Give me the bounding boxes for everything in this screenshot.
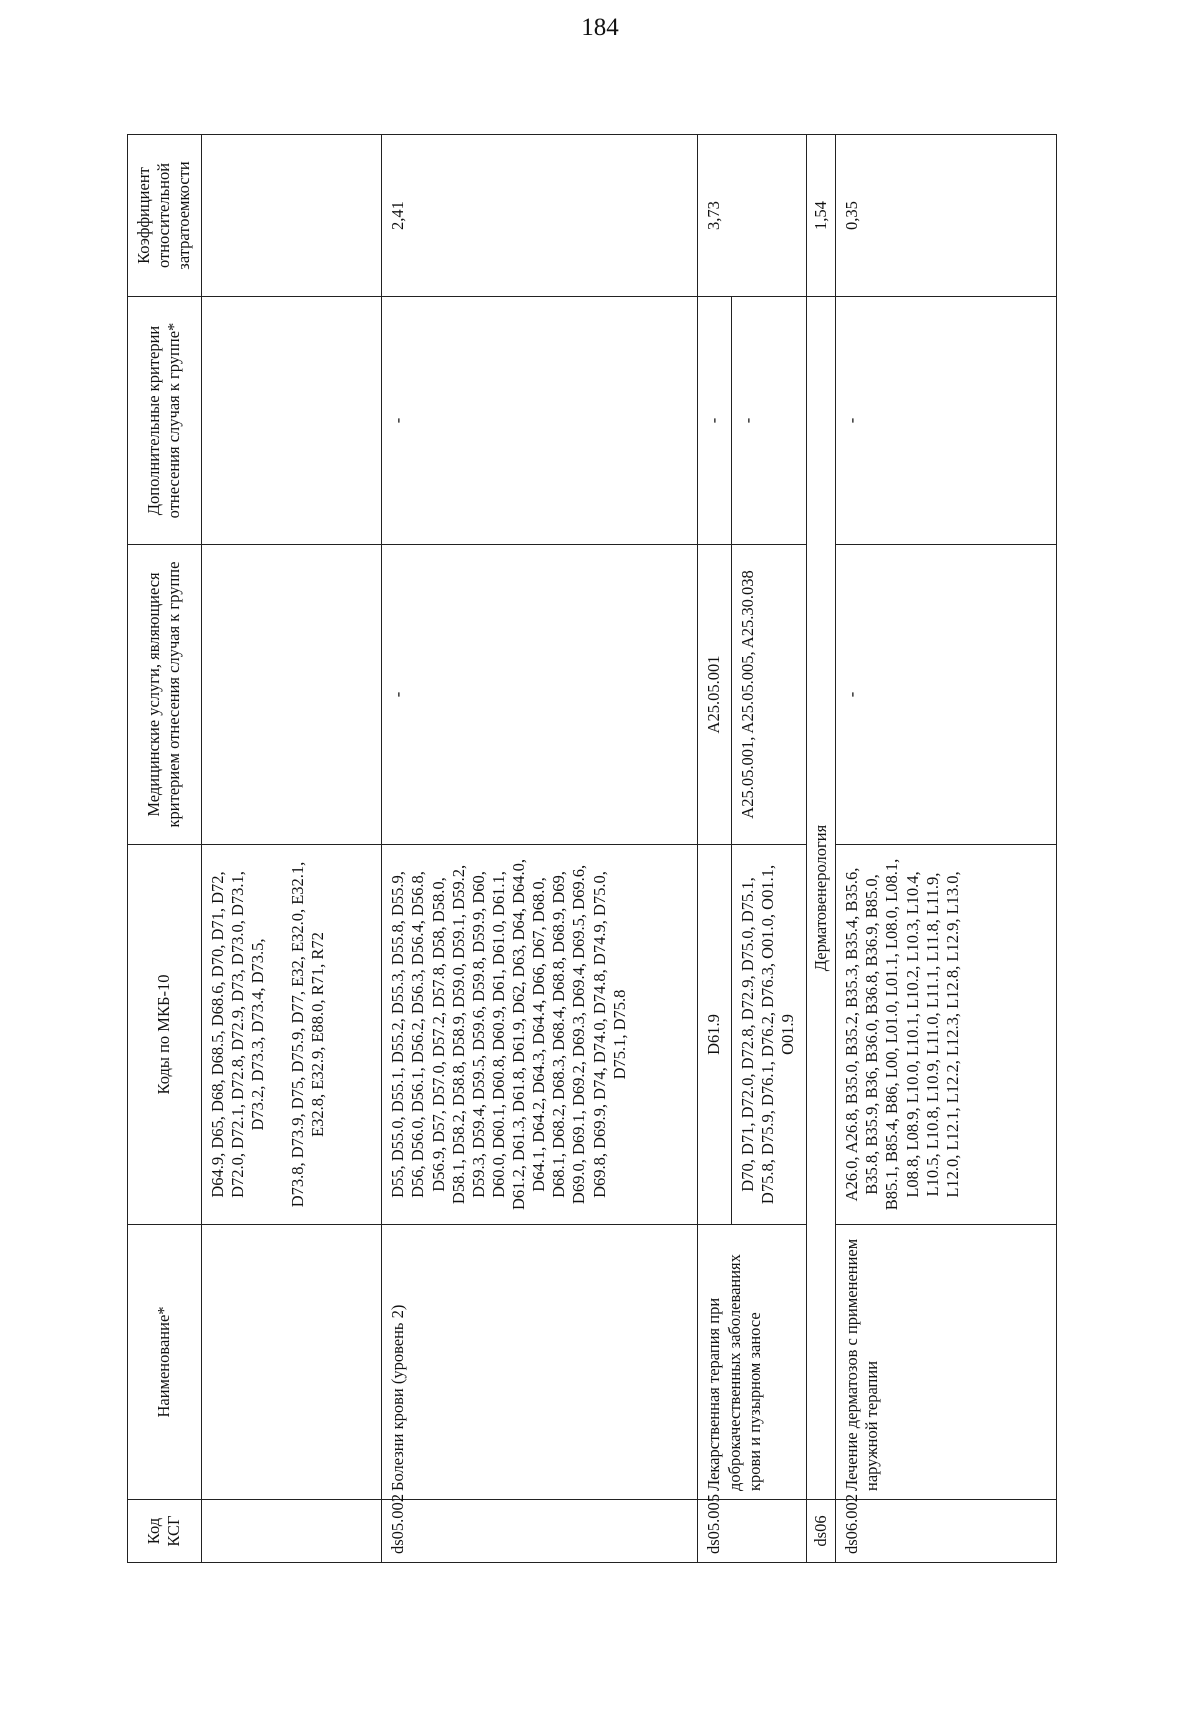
ksg-code: ds05.005 bbox=[698, 1500, 807, 1563]
criteria: - bbox=[382, 297, 698, 545]
ksg-table bbox=[127, 134, 1057, 1563]
services: - bbox=[836, 545, 1057, 845]
coefficient: 0,35 bbox=[836, 135, 1057, 297]
page-number: 184 bbox=[581, 14, 619, 41]
services: A25.05.001, A25.05.005, A25.30.038 bbox=[731, 545, 806, 845]
icd-codes: D55, D55.0, D55.1, D55.2, D55.3, D55.8, D55.9, D56, D56.0, D56.1, D56.2, D56.3, D56.4, D56.8, D56.9, D57, D57.0, D57.2, D57.8, D58, D58.0, D58.1, D58.2, D58.8, D58.9, D59.0, D59.1, D59.2, D59.3, D59.4, D59.5, D59.6, D59.8, D59.9, D60, D60.0, D60.1, D60.8, D60.9, D61, D61.0, D61.1, D61.2, D61.3, D61.8, D61.9, D62, D63, D64, D64.0, D64.1, D64.2, D64.3, D64.4, D66, D67, D68.0, D68.1, D68.2, D68.3, D68.4, D68.8, D68.9, D69, D69.0, D69.1, D69.2, D69.3, D69.4, D69.5, D69.6, D69.8, D69.9, D74, D74.0, D74.8, D74.9, D75.0, D75.1, D75.8 bbox=[382, 845, 698, 1225]
icd-codes: D73.8, D73.9, D75, D75.9, D77, E32, E32.0, E32.1, E32.8, E32.9, E88.0, R71, R72 bbox=[288, 861, 328, 1208]
header-services: Медицинские услуги, являющиеся критерием отнесения случая к группе bbox=[128, 545, 202, 845]
services: - bbox=[382, 545, 698, 845]
ksg-code: ds06.002 bbox=[836, 1500, 1057, 1563]
icd-codes: D70, D71, D72.0, D72.8, D72.9, D75.0, D75.1, D75.8, D75.9, D76.1, D76.2, D76.3, O01.0, O01.1, O01.9 bbox=[731, 845, 806, 1225]
coefficient: 1,54 bbox=[806, 135, 835, 297]
ksg-code: ds06 bbox=[806, 1500, 835, 1563]
ksg-name: Лекарственная терапия при доброкачественных заболеваниях крови и пузырном заносе bbox=[698, 1225, 807, 1500]
services: A25.05.001 bbox=[698, 545, 731, 845]
header-row bbox=[128, 135, 202, 1563]
ksg-name: Болезни крови (уровень 2) bbox=[382, 1225, 698, 1500]
table-row bbox=[836, 135, 1057, 1563]
section-row bbox=[806, 135, 835, 1563]
table-row bbox=[382, 135, 698, 1563]
icd-codes: D64.9, D65, D68, D68.5, D68.6, D70, D71, D72, D72.0, D72.1, D72.8, D72.9, D73, D73.0, D73.1, D73.2, D73.3, D73.4, D73.5, bbox=[207, 871, 267, 1198]
coefficient: 2,41 bbox=[382, 135, 698, 297]
header-code: Код КСГ bbox=[128, 1500, 202, 1563]
header-coefficient: Коэффициент относительной затратоемкости bbox=[128, 135, 202, 297]
header-criteria: Дополнительные критерии отнесения случая к группе* bbox=[128, 297, 202, 545]
section-title: Дерматовенерология bbox=[806, 297, 835, 1500]
icd-codes: A26.0, A26.8, B35.0, B35.2, B35.3, B35.4, B35.6, B35.8, B35.9, B36, B36.0, B36.8, B36.9, B85.0, B85.1, B85.4, B86, L00, L01.0, L01.1, L08.0, L08.1, L08.8, L08.9, L10.0, L10.1, L10.2, L10.3, L10.4, L10.5, L10.8, L10.9, L11.0, L11.1, L11.8, L11.9, L12.0, L12.1, L12.2, L12.3, L12.8, L12.9, L13.0, bbox=[836, 845, 1057, 1225]
table-row bbox=[201, 135, 382, 1563]
criteria: - bbox=[836, 297, 1057, 545]
header-name: Наименование* bbox=[128, 1225, 202, 1500]
table-row bbox=[698, 135, 731, 1563]
criteria: - bbox=[731, 297, 806, 545]
coefficient: 3,73 bbox=[698, 135, 807, 297]
header-icd: Коды по МКБ-10 bbox=[128, 845, 202, 1225]
ksg-name: Лечение дерматозов с применением наружной терапии bbox=[836, 1225, 1057, 1500]
icd-codes: D61.9 bbox=[698, 845, 731, 1225]
rotated-table-container bbox=[127, 135, 1057, 1563]
criteria: - bbox=[698, 297, 731, 545]
ksg-code: ds05.002 bbox=[382, 1500, 698, 1563]
